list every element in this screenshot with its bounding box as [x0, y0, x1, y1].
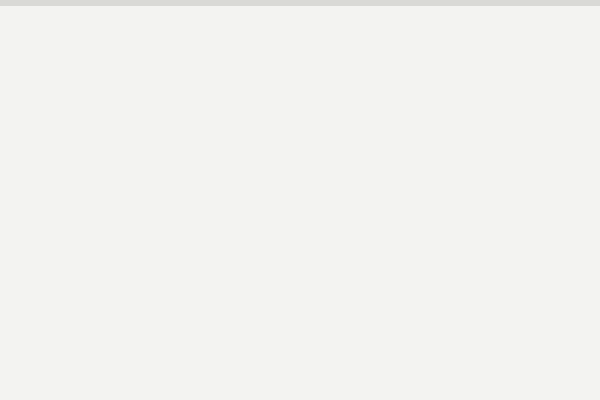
page-header-strip	[0, 0, 600, 6]
left-column	[44, 10, 298, 394]
right-column	[306, 10, 558, 394]
